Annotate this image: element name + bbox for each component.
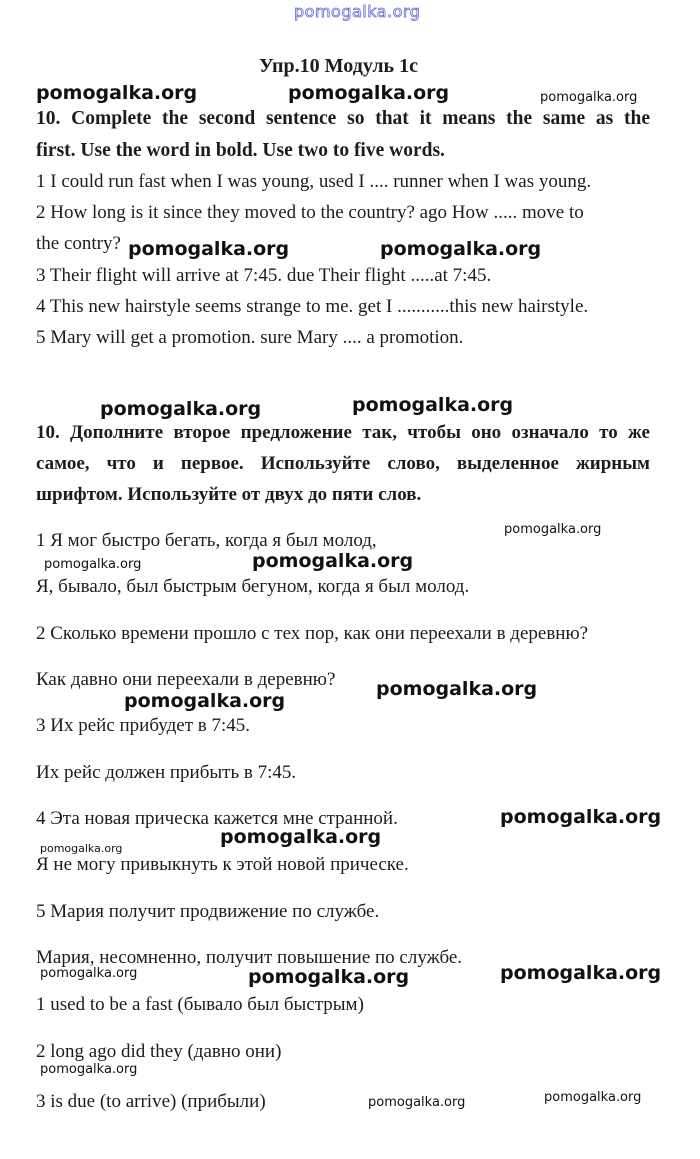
russian-line-7: 4 Эта новая прическа кажется мне странной. xyxy=(36,808,398,829)
watermark: pomogalka.org xyxy=(500,806,662,828)
watermark: pomogalka.org xyxy=(288,82,450,104)
watermark: pomogalka.org xyxy=(252,550,414,572)
russian-line-6: Их рейс должен прибыть в 7:45. xyxy=(36,762,297,783)
watermark: pomogalka.org xyxy=(368,1095,466,1110)
english-item-2-continued: the contry? xyxy=(36,233,121,254)
watermark: pomogalka.org xyxy=(504,522,602,537)
watermark: pomogalka.org xyxy=(40,1062,138,1077)
watermark: pomogalka.org xyxy=(100,398,262,420)
russian-line-8: Я не могу привыкнуть к этой новой прическе. xyxy=(36,854,409,875)
answer-2: 2 long ago did they (давно они) xyxy=(36,1041,282,1062)
russian-line-1: 1 Я мог быстро бегать, когда я был молод, xyxy=(36,530,377,551)
russian-line-4: Как давно они переехали в деревню? xyxy=(36,669,336,690)
russian-line-3: 2 Сколько времени прошло с тех пор, как они переехали в деревню? xyxy=(36,623,589,644)
header-watermark: pomogalka.org xyxy=(294,2,421,21)
watermark: pomogalka.org xyxy=(500,962,662,984)
watermark: pomogalka.org xyxy=(124,690,286,712)
english-item-4: 4 This new hairstyle seems strange to me. get I ...........this new hairstyle. xyxy=(36,296,589,317)
watermark: pomogalka.org xyxy=(40,842,123,855)
russian-line-9: 5 Мария получит продвижение по службе. xyxy=(36,901,380,922)
russian-line-5: 3 Их рейс прибудет в 7:45. xyxy=(36,715,250,736)
watermark: pomogalka.org xyxy=(40,966,138,981)
watermark: pomogalka.org xyxy=(248,966,410,988)
russian-line-2: Я, бывало, был быстрым бегуном, когда я был молод. xyxy=(36,576,470,597)
english-item-2: 2 How long is it since they moved to the country? ago How ..... move to xyxy=(36,202,584,223)
russian-heading-line-1: 10. Дополните второе предложение так, чтобы оно означало то же xyxy=(36,422,650,443)
english-heading-line-2: first. Use the word in bold. Use two to five words. xyxy=(36,140,445,161)
english-item-5: 5 Mary will get a promotion. sure Mary .... a promotion. xyxy=(36,327,464,348)
watermark: pomogalka.org xyxy=(352,394,514,416)
watermark: pomogalka.org xyxy=(376,678,538,700)
english-item-3: 3 Their flight will arrive at 7:45. due Their flight .....at 7:45. xyxy=(36,265,492,286)
answer-3: 3 is due (to arrive) (прибыли) xyxy=(36,1091,266,1112)
russian-heading-line-2: самое, что и первое. Используйте слово, выделенное жирным xyxy=(36,453,650,474)
page-title: Упр.10 Модуль 1с xyxy=(259,55,419,77)
watermark: pomogalka.org xyxy=(540,90,638,105)
watermark: pomogalka.org xyxy=(36,82,198,104)
english-item-1: 1 I could run fast when I was young, used I .... runner when I was young. xyxy=(36,171,592,192)
watermark: pomogalka.org xyxy=(380,238,542,260)
english-heading-line-1: 10. Complete the second sentence so that it means the same as the xyxy=(36,108,650,129)
watermark: pomogalka.org xyxy=(44,557,142,572)
watermark: pomogalka.org xyxy=(128,238,290,260)
russian-line-10: Мария, несомненно, получит повышение по службе. xyxy=(36,947,463,968)
watermark: pomogalka.org xyxy=(220,826,382,848)
answer-1: 1 used to be a fast (бывало был быстрым) xyxy=(36,994,364,1015)
watermark: pomogalka.org xyxy=(544,1090,642,1105)
russian-heading-line-3: шрифтом. Используйте от двух до пяти слов. xyxy=(36,484,422,505)
